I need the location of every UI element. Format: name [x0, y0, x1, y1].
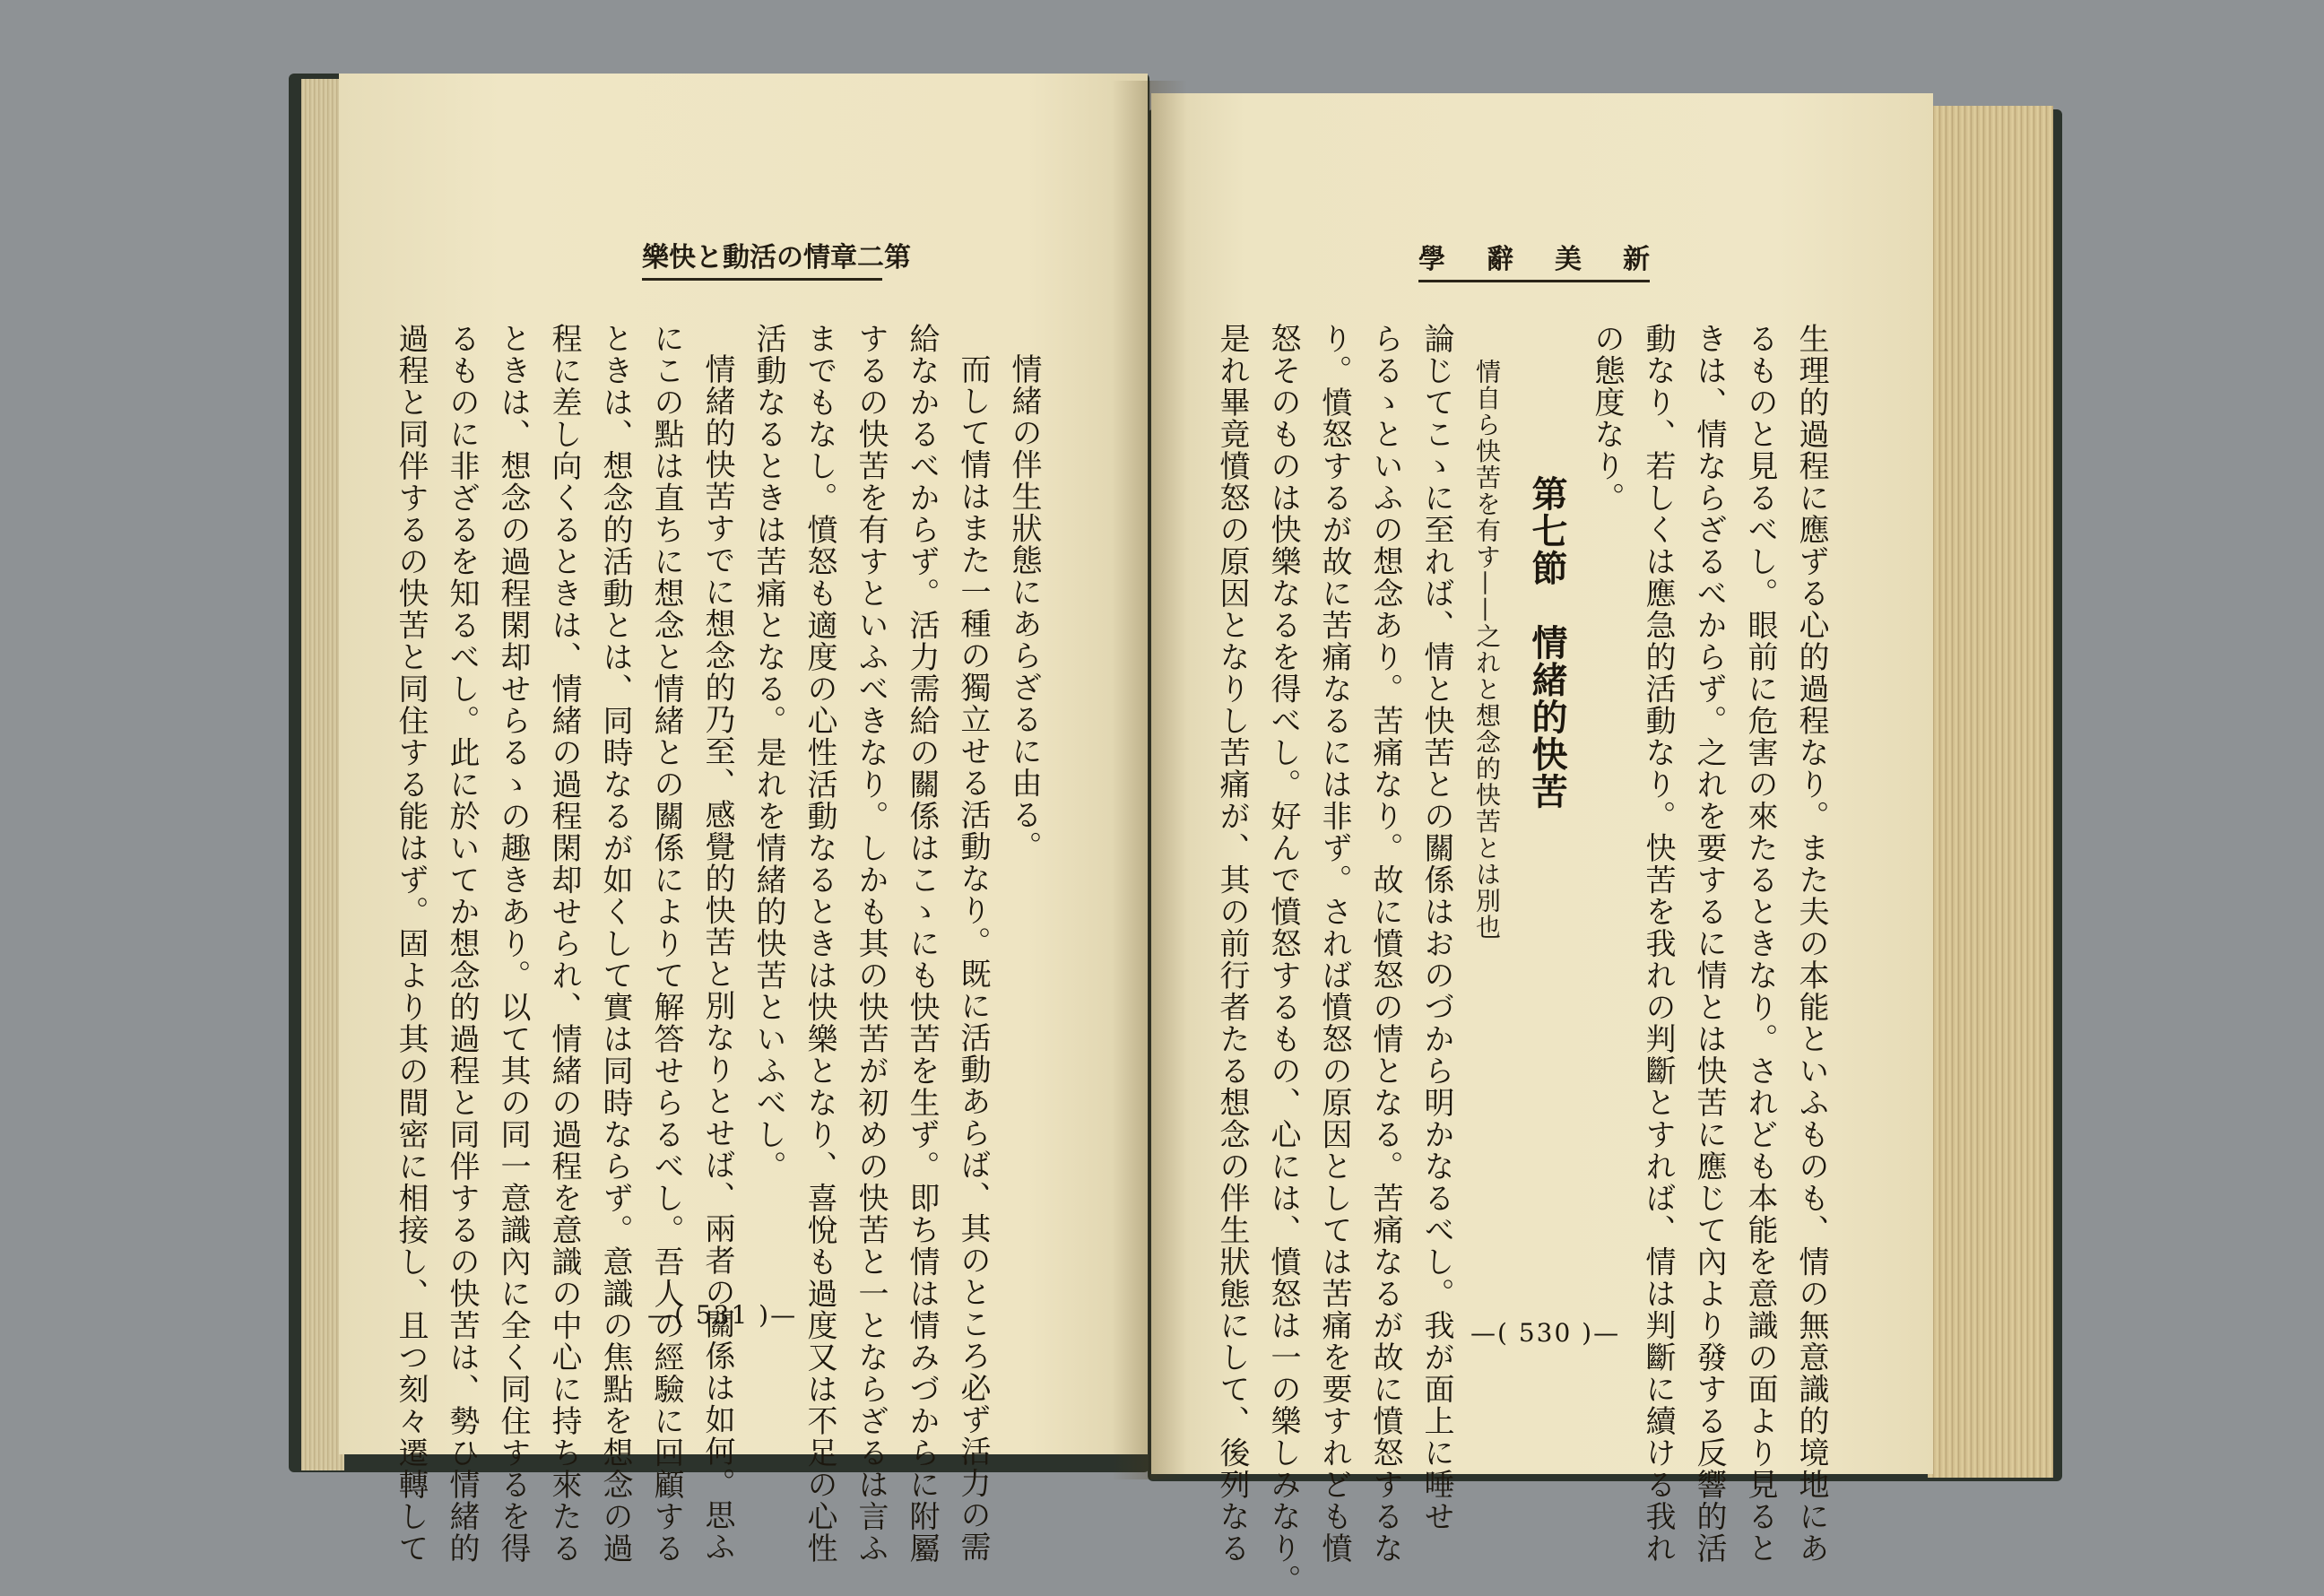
header-char: 新	[1623, 244, 1650, 275]
header-char: 章	[830, 242, 857, 273]
text-column: 論じてこゝに至れば、情と快苦との關係はおのづから明かなるべし。我が面上に唾せ	[1418, 323, 1454, 1532]
header-char: 活	[750, 242, 776, 273]
header-char: 第	[884, 242, 911, 273]
header-char: 學	[1418, 244, 1445, 275]
text-column: るものに非ざるを知るべし。此に於いてか想念的過程と同伴するの快苦は、勢ひ情緒的	[444, 323, 480, 1565]
header-char: 樂	[642, 242, 669, 273]
text-column: ときは、想念の過程閑却せらるゝの趣きあり。以て其の同一意識內に全く同住するを得	[495, 323, 531, 1565]
text-column: 是れ畢竟憤怒の原因となりし苦痛が、其の前行者たる想念の伴生狀態にして、後列なる	[1214, 323, 1250, 1565]
header-char: 情	[803, 242, 830, 273]
header-char: 快	[669, 242, 696, 273]
text-column: るものと見るべし。眼前に危害の來たるときなり。されども本能を意識の面より見ると	[1742, 323, 1778, 1565]
section-subtitle: 情自ら快苦を有す——之れと想念的快苦とは別也	[1472, 359, 1502, 941]
header-char: の	[776, 242, 803, 273]
header-char: 動	[723, 242, 750, 273]
header-char: 美	[1555, 244, 1582, 275]
section-title: 第七節 情緒的快苦	[1526, 475, 1568, 811]
text-column: にこの點は直ちに想念と情緒との關係によりて解答せらるべし。吾人の經驗に回顧する	[648, 323, 684, 1565]
text-column: 動なり、若しくは應急的活動なり。快苦を我れの判斷とすれば、情は判斷に續ける我れ	[1640, 323, 1676, 1565]
text-column: 情緒の伴生狀態にあらざるに由る。	[1006, 353, 1042, 863]
left-page-number: —( 531 )—	[647, 1300, 798, 1330]
text-column: り。憤怒するが故に苦痛なるには非ず。されば憤怒の原因としては苦痛を要すれども憤	[1316, 323, 1352, 1565]
book-gutter	[1112, 81, 1187, 1479]
text-column: までもなし。憤怒も適度の心性活動なるときは快樂となり、喜悅も過度又は不足の心性	[802, 323, 837, 1565]
left-running-header	[642, 235, 911, 281]
right-running-header	[1418, 237, 1650, 282]
text-column: 活動なるときは苦痛となる。是れを情緒的快苦といふべし。	[750, 323, 786, 1183]
text-column: 情緒的快苦すでに想念的乃至、感覺的快苦と別なりとせば、兩者の關係は如何。思ふ	[699, 353, 735, 1563]
text-column: 而して情はまた一種の獨立せる活動なり。既に活動あらば、其のところ必ず活力の需	[955, 353, 991, 1563]
text-column: 過程と同伴するの快苦と同住する能はず。固より其の間密に相接し、且つ刻々遷轉して	[393, 323, 429, 1565]
right-page-stack	[1928, 106, 2053, 1478]
header-char: 辭	[1487, 244, 1513, 275]
left-page-stack	[301, 79, 344, 1470]
text-column: の態度なり。	[1589, 323, 1625, 514]
text-column: ときは、想念的活動とは、同時なるが如くして實は同時ならず。意識の焦點を想念の過	[597, 323, 633, 1565]
right-page-number: —( 530 )—	[1470, 1318, 1621, 1348]
header-char: 二	[857, 242, 884, 273]
text-column: するの快苦を有すといふべきなり。しかも其の快苦が初めの快苦と一とならざるは言ふ	[853, 323, 889, 1565]
text-column: 給なかるべからず。活力需給の關係はこゝにも快苦を生ず。即ち情は情みづからに附屬	[904, 323, 940, 1565]
text-column: らるゝといふの想念あり。苦痛なり。故に憤怒の情となる。苦痛なるが故に憤怒するな	[1367, 323, 1403, 1565]
text-column: きは、情ならざるべからず。之れを要するに情とは快苦に應じて內より發する反響的活	[1691, 323, 1727, 1565]
header-char: と	[696, 242, 723, 273]
text-column: 程に差し向くるときは、情緒の過程閑却せられ、情緒の過程を意識の中心に持ち來たる	[546, 323, 582, 1565]
text-column: 生理的過程に應ずる心的過程なり。また夫の本能といふものも、情の無意識的境地にあ	[1793, 323, 1829, 1565]
text-column: 怒そのものは快樂なるを得べし。好んで憤怒するもの、心には、憤怒は一の樂しみなり。	[1265, 323, 1301, 1596]
